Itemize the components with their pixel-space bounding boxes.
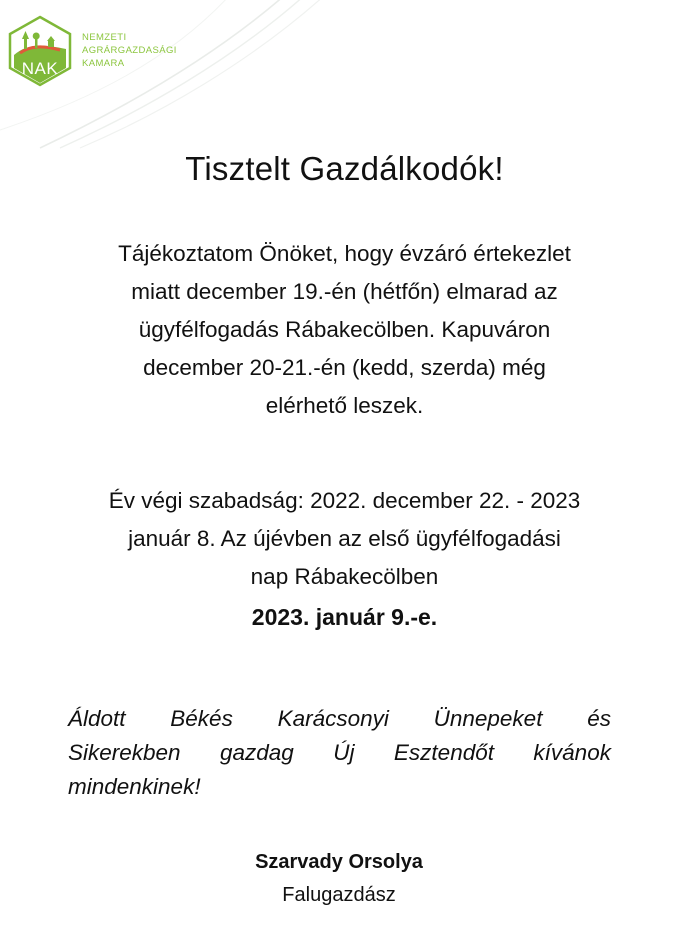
nak-logo [8,15,72,87]
signature-role: Falugazdász [282,884,396,906]
logo-line: NEMZETI [82,32,127,43]
word: mindenkinek! [68,774,201,799]
notice-paragraph [0,235,689,425]
word: Békés [170,706,233,731]
text-line: Év végi szabadság: 2022. december 22. - 2023 [108,488,581,513]
text-line: ügyfélfogadás Rábakecölben. Kapuváron [138,317,551,342]
word: Ünnepeket [433,706,543,731]
wish-line [68,770,611,804]
holiday-paragraph [0,482,689,596]
page-title: Tisztelt Gazdálkodók! [185,150,504,187]
first-office-day: 2023. január 9.-e. [251,604,438,630]
text-line: miatt december 19.-én (hétfőn) elmarad az [131,279,558,304]
word: gazdag [220,740,294,765]
logo-organization-name [82,31,177,70]
word: Sikerekben [68,740,181,765]
word: és [587,706,611,731]
wish-line [68,736,611,770]
word: Új [333,740,355,765]
wish-line [68,702,611,736]
logo-line: AGRÁRGAZDASÁGI [82,45,177,56]
signature-name: Szarvady Orsolya [255,851,423,873]
text-line: Tájékoztatom Önöket, hogy évzáró értekezlet [118,241,571,266]
word: Áldott [68,706,126,731]
logo-line: KAMARA [82,58,125,69]
text-line: elérhető leszek. [265,393,424,418]
word: kívánok [533,740,611,765]
text-line: nap Rábakecölben [250,564,439,589]
logo-mark-text: NAK [21,59,59,78]
word: Esztendőt [393,740,494,765]
text-line: december 20-21.-én (kedd, szerda) még [143,355,546,380]
text-line: január 8. Az újévben az első ügyfélfogadási [128,526,561,551]
word: Karácsonyi [277,706,389,731]
holiday-wishes [68,702,611,804]
